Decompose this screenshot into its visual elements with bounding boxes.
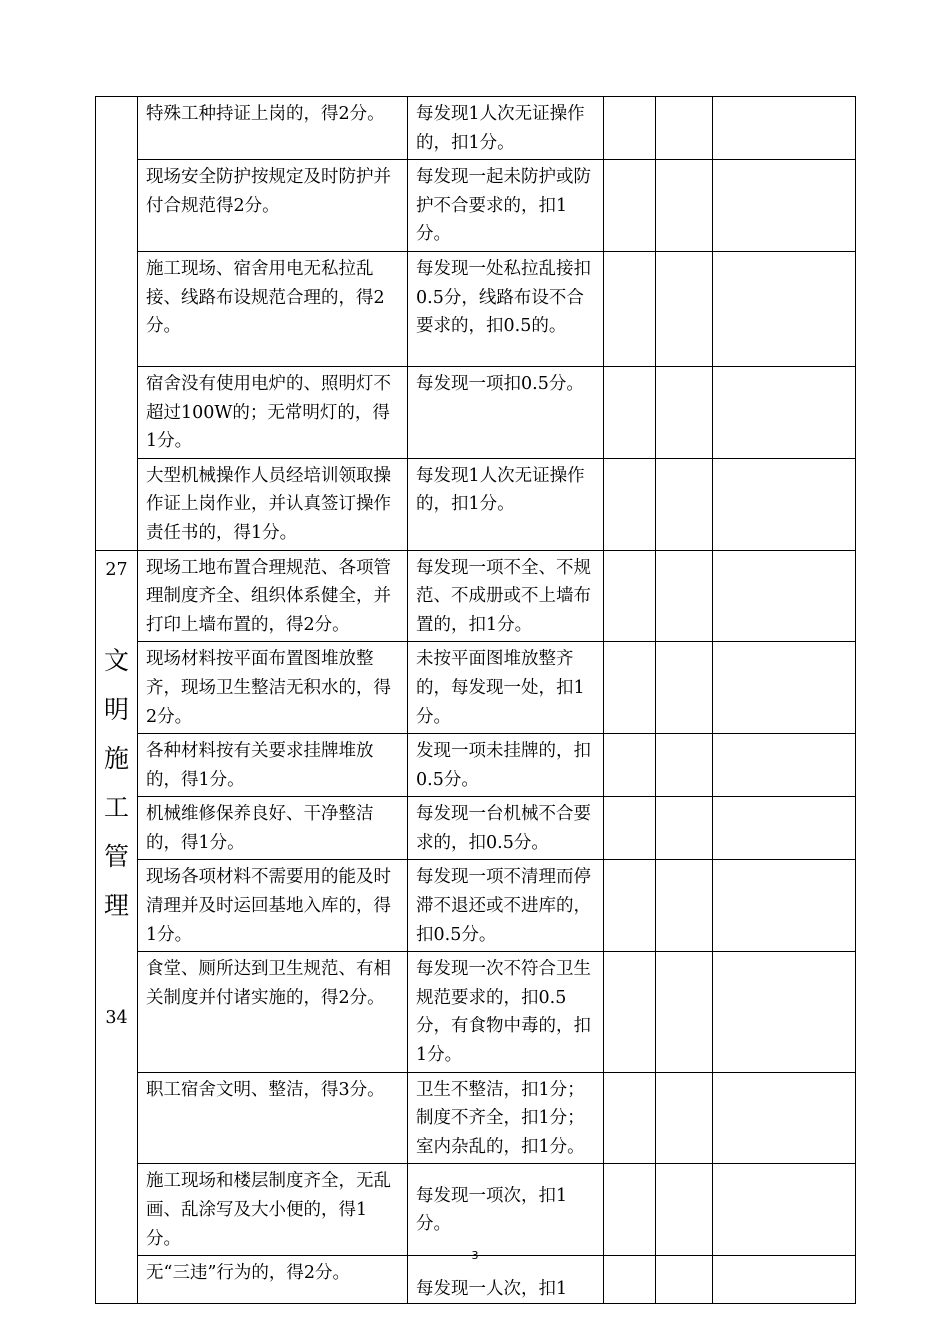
- deduction-line: 制度不齐全，扣1分；: [416, 1108, 585, 1129]
- blank-cell: [656, 797, 713, 860]
- deduction-cell: 每发现一处私拉乱接扣0.5分，线路布设不合要求的，扣0.5的。: [408, 251, 604, 366]
- deduction-cell: [408, 1072, 604, 1164]
- blank-cell: [656, 734, 713, 797]
- blank-cell: [604, 797, 656, 860]
- blank-cell: [656, 952, 713, 1072]
- standard-cell: 施工现场和楼层制度齐全，无乱画、乱涂写及大小便的，得1分。: [138, 1164, 408, 1256]
- blank-cell: [713, 1072, 856, 1164]
- category-title: [104, 636, 129, 930]
- deduction-cell: 每发现1人次无证操作的，扣1分。: [408, 458, 604, 550]
- deduction-cell: 未按平面图堆放整齐的，每发现一处，扣1分。: [408, 642, 604, 734]
- blank-cell: [656, 97, 713, 160]
- deduction-cell: 每发现一台机械不合要求的，扣0.5分。: [408, 797, 604, 860]
- standard-cell: 现场材料按平面布置图堆放整齐，现场卫生整洁无积水的，得2分。: [138, 642, 408, 734]
- blank-cell: [713, 952, 856, 1072]
- blank-cell: [713, 97, 856, 160]
- blank-cell: [713, 1164, 856, 1256]
- category-title-char: 施: [104, 743, 130, 773]
- standard-cell: 特殊工种持证上岗的，得2分。: [138, 97, 408, 160]
- table-row: [96, 458, 856, 550]
- blank-cell: [656, 251, 713, 366]
- blank-cell: [713, 734, 856, 797]
- blank-cell: [604, 550, 656, 642]
- deduction-cell: 每发现一项不清理而停滞不退还或不进库的，扣0.5分。: [408, 860, 604, 952]
- standard-cell: 无“三违”行为的，得2分。: [138, 1256, 408, 1304]
- blank-cell: [656, 642, 713, 734]
- table-row: [96, 797, 856, 860]
- table-row: [96, 251, 856, 366]
- deduction-cell: 每发现一次不符合卫生规范要求的，扣0.5分，有食物中毒的，扣1分。: [408, 952, 604, 1072]
- standard-cell: 各种材料按有关要求挂牌堆放的，得1分。: [138, 734, 408, 797]
- category-title-char: 管: [104, 841, 130, 871]
- table-row: [96, 97, 856, 160]
- blank-cell: [713, 366, 856, 458]
- standard-cell: 现场各项材料不需要用的能及时清理并及时运回基地入库的，得1分。: [138, 860, 408, 952]
- blank-cell: [604, 366, 656, 458]
- blank-cell: [604, 642, 656, 734]
- table-row: [96, 860, 856, 952]
- blank-cell: [713, 642, 856, 734]
- standard-cell: 宿舍没有使用电炉的、照明灯不超过100W的；无常明灯的，得1分。: [138, 366, 408, 458]
- blank-cell: [604, 251, 656, 366]
- blank-cell: [656, 366, 713, 458]
- deduction-cell: 每发现1人次无证操作的，扣1分。: [408, 97, 604, 160]
- blank-cell: [604, 860, 656, 952]
- category-title-char: 文: [104, 645, 130, 675]
- blank-cell: [604, 952, 656, 1072]
- previous-category-cell: [96, 97, 138, 551]
- table-row: [96, 550, 856, 642]
- table-row: [96, 1164, 856, 1256]
- deduction-cell: 发现一项未挂牌的，扣0.5分。: [408, 734, 604, 797]
- page-number: 3: [471, 1249, 479, 1262]
- blank-cell: [604, 1164, 656, 1256]
- deduction-cell: 每发现一人次，扣1: [408, 1256, 604, 1304]
- blank-cell: [604, 160, 656, 252]
- blank-cell: [604, 1256, 656, 1304]
- table-row: [96, 366, 856, 458]
- deduction-cell: 每发现一项扣0.5分。: [408, 366, 604, 458]
- standard-cell: 机械维修保养良好、干净整洁的，得1分。: [138, 797, 408, 860]
- deduction-cell: 每发现一起未防护或防护不合要求的，扣1分。: [408, 160, 604, 252]
- blank-cell: [656, 1164, 713, 1256]
- standard-cell: 现场工地布置合理规范、各项管理制度齐全、组织体系健全，并打印上墙布置的，得2分。: [138, 550, 408, 642]
- table-row: [96, 642, 856, 734]
- blank-cell: [713, 550, 856, 642]
- deduction-line: 室内杂乱的，扣1分。: [416, 1136, 585, 1157]
- blank-cell: [656, 1072, 713, 1164]
- standard-cell: 大型机械操作人员经培训领取操作证上岗作业，并认真签订操作责任书的，得1分。: [138, 458, 408, 550]
- blank-cell: [604, 1072, 656, 1164]
- standard-cell: 食堂、厕所达到卫生规范、有相关制度并付诸实施的，得2分。: [138, 952, 408, 1072]
- category-number-start: 27: [105, 559, 128, 580]
- category-cell: [96, 550, 138, 1304]
- category-title-char: 理: [104, 890, 130, 920]
- category-title-char: 明: [104, 694, 130, 724]
- standard-cell: 职工宿舍文明、整洁，得3分。: [138, 1072, 408, 1164]
- blank-cell: [713, 797, 856, 860]
- standard-cell: 现场安全防护按规定及时防护并付合规范得2分。: [138, 160, 408, 252]
- deduction-cell: 每发现一项次，扣1分。: [408, 1164, 604, 1256]
- deduction-line: 卫生不整洁，扣1分；: [416, 1079, 585, 1100]
- table-row: [96, 952, 856, 1072]
- table-row: [96, 734, 856, 797]
- table-row: [96, 1072, 856, 1164]
- standard-cell: 施工现场、宿舍用电无私拉乱接、线路布设规范合理的，得2分。: [138, 251, 408, 366]
- table-row: [96, 160, 856, 252]
- blank-cell: [656, 860, 713, 952]
- deduction-cell: 每发现一项不全、不规范、不成册或不上墙布置的，扣1分。: [408, 550, 604, 642]
- blank-cell: [604, 97, 656, 160]
- blank-cell: [713, 251, 856, 366]
- blank-cell: [713, 458, 856, 550]
- blank-cell: [713, 1256, 856, 1304]
- blank-cell: [604, 458, 656, 550]
- scoring-table: [95, 96, 856, 1304]
- blank-cell: [604, 734, 656, 797]
- blank-cell: [656, 160, 713, 252]
- table-row: [96, 1256, 856, 1304]
- blank-cell: [656, 458, 713, 550]
- category-title-char: 工: [104, 792, 130, 822]
- blank-cell: [656, 1256, 713, 1304]
- blank-cell: [713, 160, 856, 252]
- blank-cell: [713, 860, 856, 952]
- category-number-end: 34: [105, 1007, 128, 1028]
- blank-cell: [656, 550, 713, 642]
